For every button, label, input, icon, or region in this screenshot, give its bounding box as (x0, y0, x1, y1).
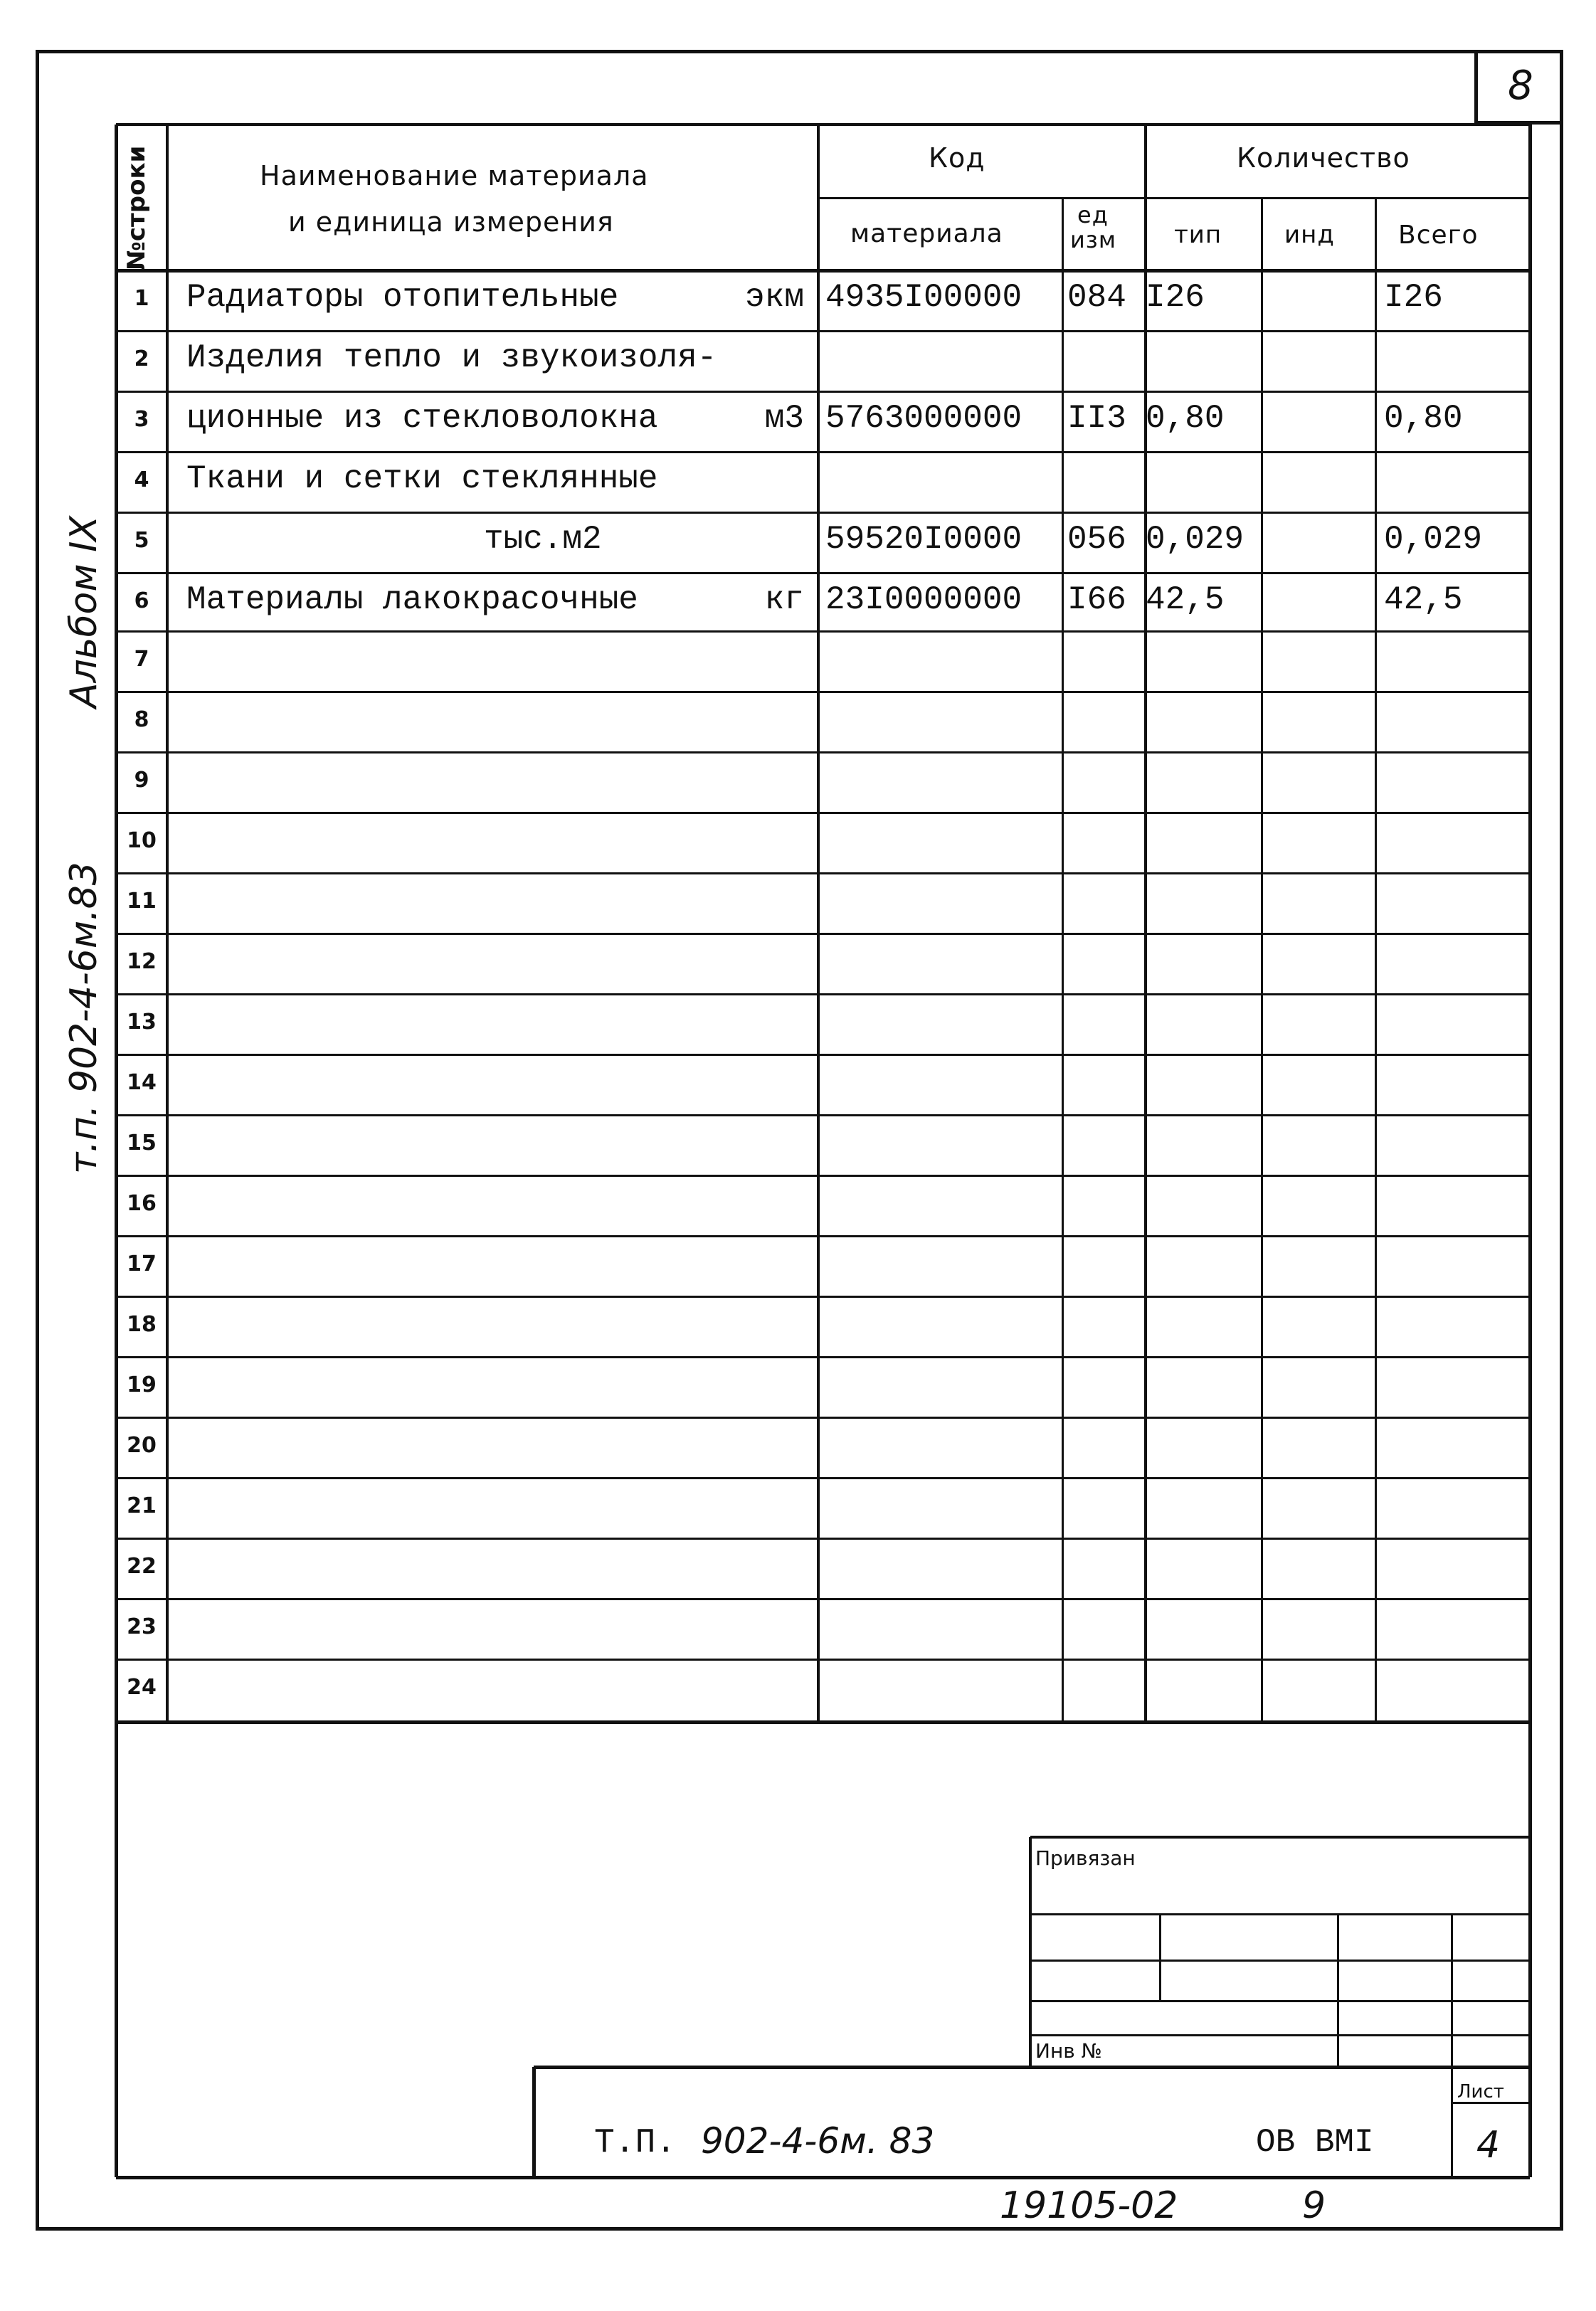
typ-column-border (1261, 198, 1263, 1722)
cell-total: I26 (1384, 279, 1443, 316)
header-row-number: №строки (122, 145, 151, 270)
table-bottom-border (116, 1720, 1530, 1724)
row-number: 18 (127, 1312, 157, 1337)
cell-typ: 0,029 (1146, 521, 1244, 558)
cell-code: 59520I0000 (825, 521, 1022, 558)
row-number: 22 (127, 1554, 157, 1579)
row-number: 19 (127, 1373, 157, 1397)
cell-unit: I66 (1067, 581, 1126, 618)
cell-unit-name: кг (764, 581, 804, 618)
title-block-left (532, 2067, 536, 2177)
stamp-line (1030, 1960, 1530, 1962)
header-name-line2: и единица измерения (288, 206, 614, 238)
stamp-sheet-number: 4 (1476, 2124, 1501, 2167)
row-divider (116, 451, 1530, 453)
name-column-border (817, 125, 820, 1722)
table-right-border (1528, 125, 1532, 2177)
row-divider (116, 1477, 1530, 1479)
row-number: 15 (127, 1131, 157, 1156)
cell-name: ционные из стекловолокна (186, 400, 658, 437)
cell-typ: 42,5 (1146, 581, 1225, 618)
cell-name: Ткани и сетки стеклянные (186, 460, 658, 497)
bottom-number: 19105-02 (1000, 2184, 1178, 2227)
stamp-privyazan: Привязан (1035, 1846, 1136, 1870)
row-divider (116, 933, 1530, 935)
row-divider (116, 1296, 1530, 1298)
side-note-project: т.п. 902-4-6м.83 (63, 862, 105, 1174)
stamp-col (1337, 1914, 1339, 2067)
stamp-line (1030, 1913, 1530, 1915)
row-number: 20 (127, 1433, 157, 1458)
stamp-line (1030, 2000, 1530, 2002)
row-number: 5 (134, 528, 149, 553)
row-divider (116, 1175, 1530, 1177)
cell-unit: 056 (1067, 521, 1126, 558)
row-number: 4 (134, 467, 149, 492)
header-bottom-border (116, 269, 1530, 273)
cell-typ: I26 (1146, 279, 1205, 316)
table-top-border (116, 123, 1530, 126)
header-name-line1: Наименование материала (260, 160, 649, 191)
stamp-col (1159, 1914, 1161, 2001)
row-number: 6 (134, 588, 149, 613)
row-number: 10 (127, 828, 157, 853)
stamp-inv-no: Инв № (1035, 2039, 1102, 2063)
stamp-tp-prefix: Т.П. (594, 2124, 677, 2162)
row-divider (116, 1356, 1530, 1358)
row-number: 11 (127, 889, 157, 914)
cell-unit-name: м3 (764, 400, 804, 437)
row-divider (116, 1054, 1530, 1056)
page-number: 8 (1474, 50, 1563, 125)
row-divider (116, 330, 1530, 332)
ind-column-border (1375, 198, 1377, 1722)
cell-name: Изделия тепло и звукоизоля- (186, 339, 717, 376)
row-number: 2 (134, 347, 149, 371)
row-divider (116, 1598, 1530, 1600)
cell-total: 0,80 (1384, 400, 1463, 437)
stamp-tp-number: 902-4-6м. 83 (701, 2120, 935, 2162)
row-divider (116, 691, 1530, 693)
page-frame (36, 50, 1563, 2231)
header-unit-line2: изм (1070, 226, 1116, 253)
stamp-sheet-label: Лист (1457, 2081, 1504, 2103)
title-block-top (534, 2066, 1530, 2069)
row-number: 13 (127, 1010, 157, 1035)
cell-unit-name: тыс.м2 (484, 521, 602, 558)
row-number: 24 (127, 1675, 157, 1700)
row-number: 1 (134, 286, 149, 311)
stamp-left (1029, 1837, 1032, 2067)
cell-code: 23I0000000 (825, 581, 1022, 618)
header-typ: тип (1174, 221, 1222, 249)
cell-total: 42,5 (1384, 581, 1463, 618)
row-divider (116, 751, 1530, 753)
cell-typ: 0,80 (1146, 400, 1225, 437)
row-number: 21 (127, 1493, 157, 1518)
row-divider (116, 1235, 1530, 1237)
unit-column-border (1144, 125, 1147, 1722)
cell-unit-name: экм (745, 279, 804, 316)
cell-code: 5763000000 (825, 400, 1022, 437)
cell-name: Радиаторы отопительные (186, 279, 619, 316)
cell-name: Материалы лакокрасочные (186, 581, 638, 618)
cell-unit: 084 (1067, 279, 1126, 316)
stamp-doc-code: ОВ ВМI (1256, 2124, 1374, 2161)
row-divider (116, 993, 1530, 995)
header-divider (818, 197, 1530, 199)
row-divider (116, 1659, 1530, 1661)
row-divider (116, 1114, 1530, 1116)
row-divider (116, 872, 1530, 874)
header-total: Всего (1398, 221, 1479, 250)
header-unit-line1: ед (1077, 201, 1109, 228)
row-number: 8 (134, 707, 149, 732)
header-quantity: Количество (1237, 142, 1410, 174)
row-number: 3 (134, 407, 149, 432)
bottom-page: 9 (1302, 2184, 1326, 2227)
material-column-border (1062, 198, 1064, 1722)
row-divider (116, 812, 1530, 814)
row-divider (116, 391, 1530, 393)
stamp-top (1030, 1836, 1530, 1839)
row-number: 7 (134, 647, 149, 672)
header-ind: инд (1284, 221, 1335, 249)
row-number: 9 (134, 768, 149, 793)
stamp-col (1451, 1914, 1453, 2177)
row-number: 14 (127, 1070, 157, 1095)
side-note-album: Альбом IX (63, 515, 105, 708)
row-divider (116, 1538, 1530, 1540)
row-number: 23 (127, 1614, 157, 1639)
row-divider (116, 1417, 1530, 1419)
cell-unit: II3 (1067, 400, 1126, 437)
header-code: Код (929, 142, 985, 174)
row-number: 16 (127, 1191, 157, 1216)
cell-total: 0,029 (1384, 521, 1483, 558)
title-block-bottom (116, 2176, 1530, 2179)
row-number: 17 (127, 1252, 157, 1276)
row-divider (116, 512, 1530, 514)
row-number: 12 (127, 949, 157, 974)
stamp-line (1030, 2034, 1530, 2036)
row-divider (116, 630, 1530, 633)
cell-code: 4935I00000 (825, 279, 1022, 316)
row-divider (116, 572, 1530, 574)
header-material: материала (850, 219, 1003, 248)
